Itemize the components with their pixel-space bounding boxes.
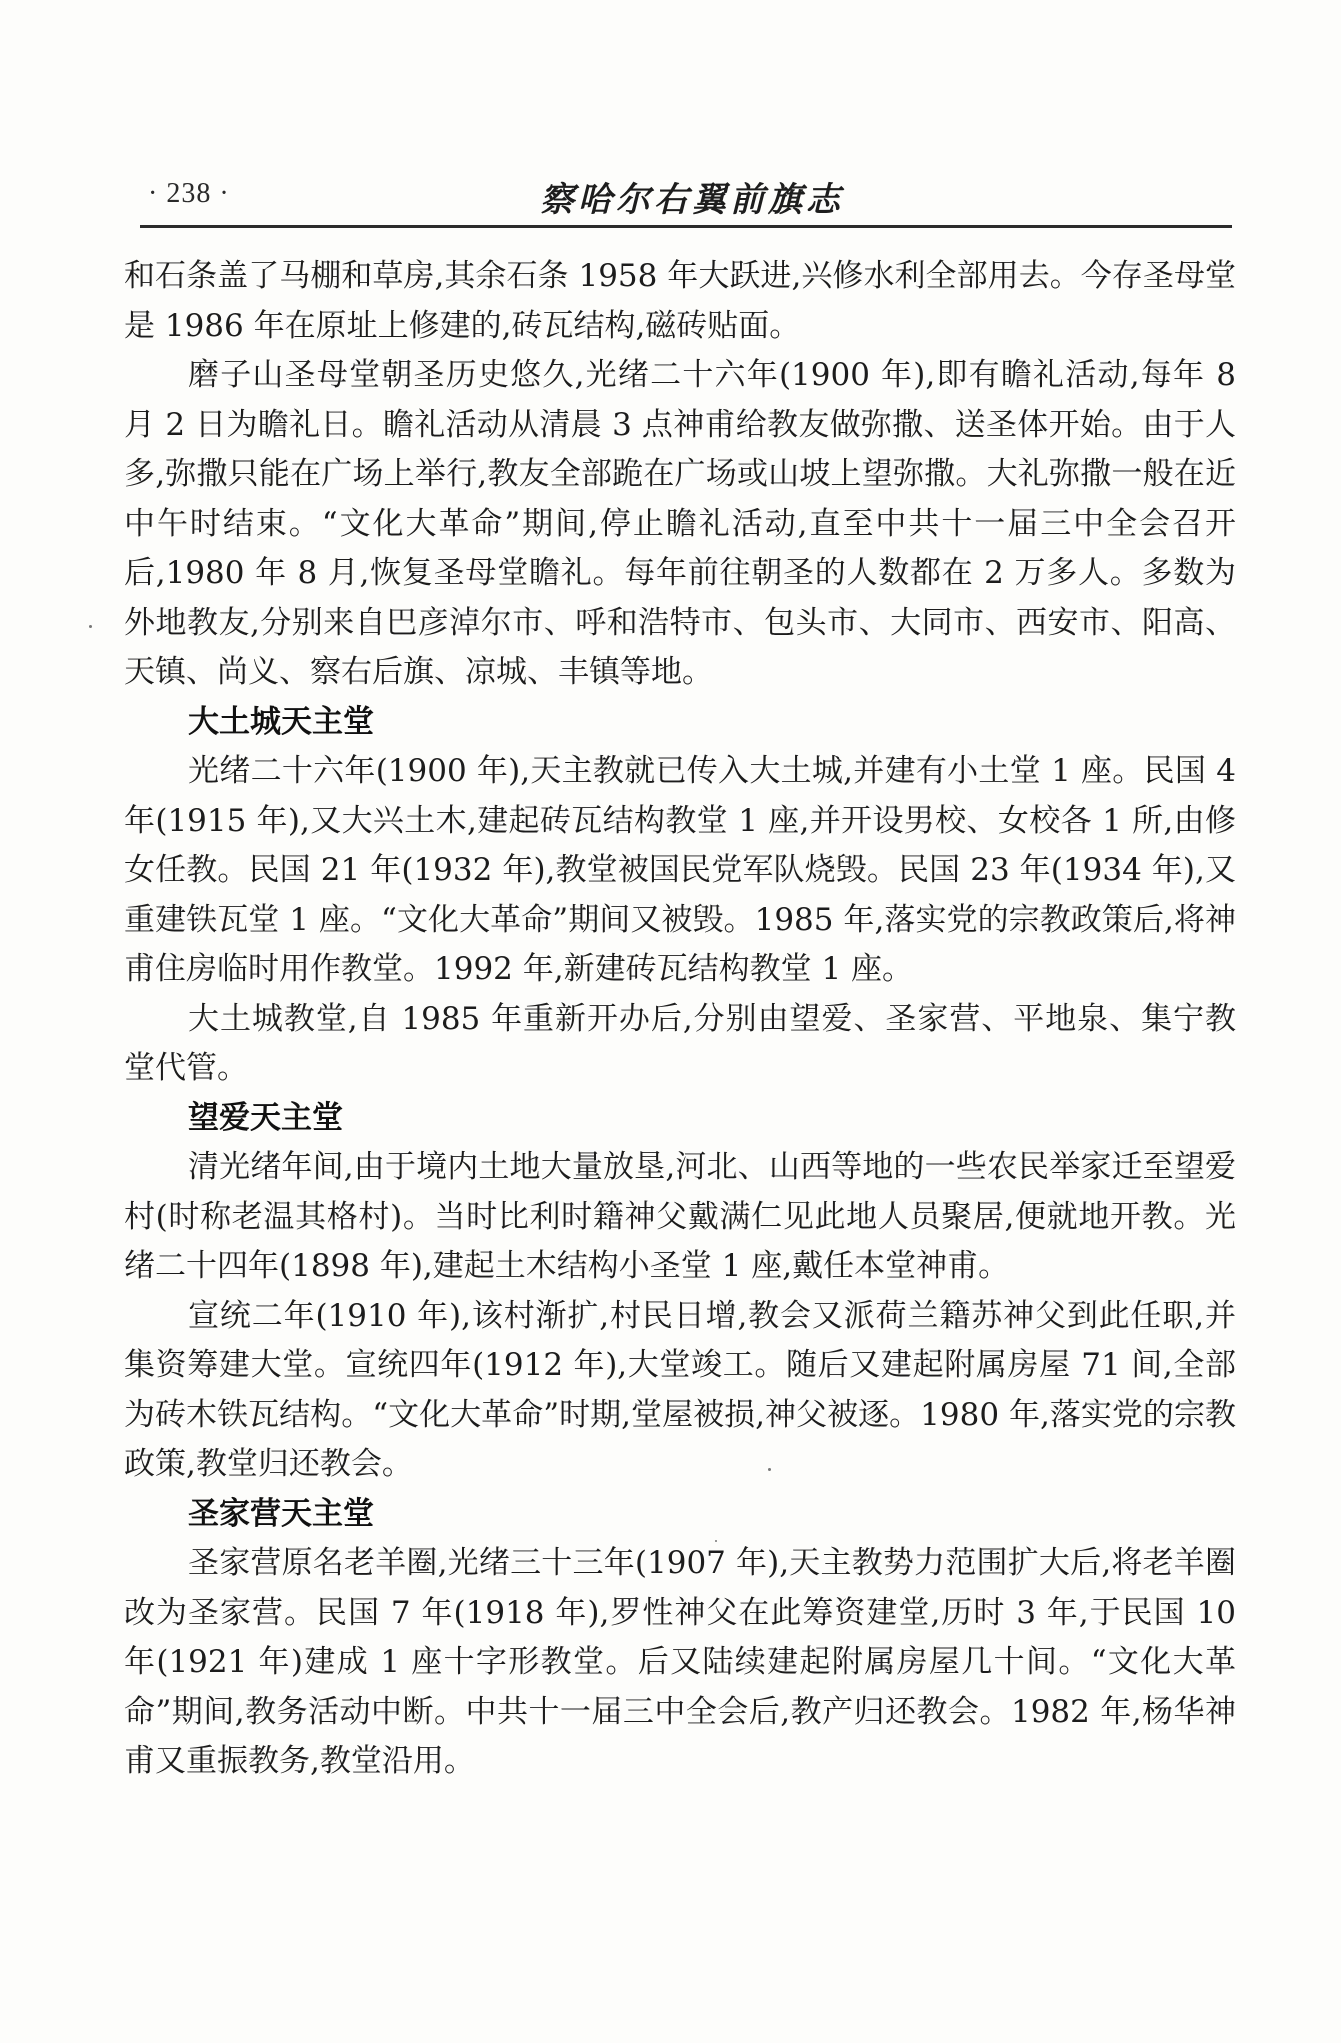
paragraph-shengjiaying-history: 圣家营原名老羊圈,光绪三十三年(1907 年),天主教势力范围扩大后,将老羊圈改为圣家营。民国 7 年(1918 年),罗性神父在此筹资建堂,历时 3 年,于民国 10 年(1921 年)建成 1 座十字形教堂。后又陆续建起附属房屋几十间。“文化大革命”期间,教务活动中断。中共十一届三中全会后,教产归还教会。1982 年,杨华神甫又重振教务,教堂沿用。: [124, 1545, 1236, 1779]
paragraph-datucheng-management: 大土城教堂,自 1985 年重新开办后,分别由望爱、圣家营、平地泉、集宁教堂代管。: [124, 1000, 1236, 1086]
scan-speck: [715, 1540, 717, 1542]
scan-speck: [89, 625, 92, 628]
section-heading-datucheng: 大土城天主堂: [188, 703, 374, 740]
section-heading-wangai: 望爱天主堂: [188, 1099, 343, 1136]
paragraph-wangai-origin: 清光绪年间,由于境内土地大量放垦,河北、山西等地的一些农民举家迁至望爱村(时称老温其格村)。当时比利时籍神父戴满仁见此地人员聚居,便就地开教。光绪二十四年(1898 年),建起土木结构小圣堂 1 座,戴任本堂神甫。: [124, 1149, 1236, 1284]
paragraph-datucheng-history: 光绪二十六年(1900 年),天主教就已传入大土城,并建有小土堂 1 座。民国 4 年(1915 年),又大兴土木,建起砖瓦结构教堂 1 座,并开设男校、女校各 1 所,由修女任教。民国 21 年(1932 年),教堂被国民党军队烧毁。民国 23 年(1934 年),又重建铁瓦堂 1 座。“文化大革命”期间又被毁。1985 年,落实党的宗教政策后,将神甫住房临时用作教堂。1992 年,新建砖瓦结构教堂 1 座。: [124, 753, 1236, 987]
paragraph-continued: 和石条盖了马棚和草房,其余石条 1958 年大跃进,兴修水利全部用去。今存圣母堂是 1986 年在原址上修建的,砖瓦结构,磁砖贴面。: [124, 258, 1236, 344]
section-heading-shengjiaying: 圣家营天主堂: [188, 1495, 374, 1532]
header-rule: [140, 225, 1232, 228]
body-text: [124, 252, 1236, 1787]
paragraph-mozishan-pilgrimage: 磨子山圣母堂朝圣历史悠久,光绪二十六年(1900 年),即有瞻礼活动,每年 8 月 2 日为瞻礼日。瞻礼活动从清晨 3 点神甫给教友做弥撒、送圣体开始。由于人多,弥撒只能在广场上举行,教友全部跪在广场或山坡上望弥撒。大礼弥撒一般在近中午时结束。“文化大革命”期间,停止瞻礼活动,直至中共十一届三中全会召开后,1980 年 8 月,恢复圣母堂瞻礼。每年前往朝圣的人数都在 2 万多人。多数为外地教友,分别来自巴彦淖尔市、呼和浩特市、包头市、大同市、西安市、阳高、天镇、尚义、察右后旗、凉城、丰镇等地。: [124, 357, 1236, 690]
scan-speck: [768, 1468, 771, 1471]
running-title: 察哈尔右翼前旗志: [540, 180, 844, 220]
paragraph-wangai-expansion: 宣统二年(1910 年),该村渐扩,村民日增,教会又派荷兰籍苏神父到此任职,并集资筹建大堂。宣统四年(1912 年),大堂竣工。随后又建起附属房屋 71 间,全部为砖木铁瓦结构。“文化大革命”时期,堂屋被损,神父被逐。1980 年,落实党的宗教政策,教堂归还教会。: [124, 1297, 1236, 1482]
page-number: · 238 ·: [148, 178, 230, 209]
